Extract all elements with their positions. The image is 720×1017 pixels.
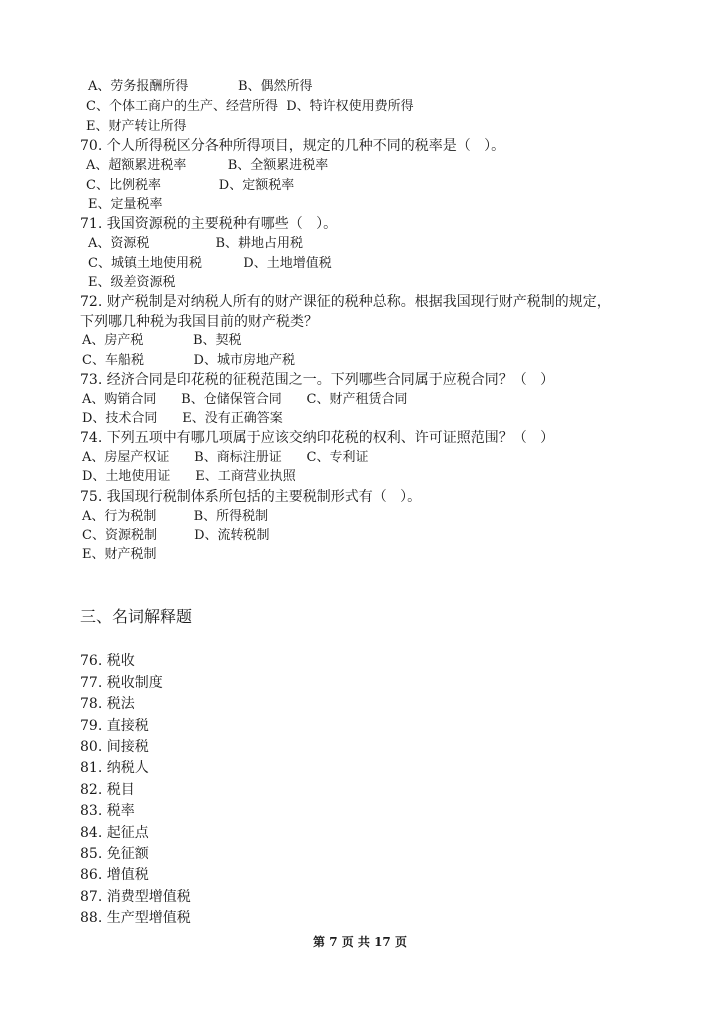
section-title: 三、名词解释题 [80,607,193,626]
option-line: E、财产转让所得 [86,119,187,134]
term-item: 83. 税率 [80,803,135,819]
term-item: 85. 免征额 [80,846,149,862]
term-item: 81. 纳税人 [80,760,149,776]
option-line: A、资源税 B、耕地占用税 [88,236,304,251]
term-item: 78. 税法 [80,696,135,712]
term-item: 80. 间接税 [80,739,149,755]
option-line: E、财产税制 [82,547,157,562]
question-line: 71. 我国资源税的主要税种有哪些（ ）。 [80,216,338,232]
option-line: A、超额累进税率 B、全额累进税率 [86,158,329,173]
option-line: A、房屋产权证 B、商标注册证 C、专利证 [82,450,369,465]
term-item: 77. 税收制度 [80,675,163,691]
option-line: A、房产税 B、契税 [82,333,242,348]
option-line: C、比例税率 D、定额税率 [86,178,295,193]
term-item: 86. 增值税 [80,867,149,883]
option-line: D、技术合同 E、没有正确答案 [82,411,283,426]
option-line: A、购销合同 B、仓储保管合同 C、财产租赁合同 [82,392,408,407]
question-line: 72. 财产税制是对纳税人所有的财产课征的税种总称。根据我国现行财产税制的规定， [80,294,611,310]
term-item: 84. 起征点 [80,825,149,841]
page-footer: 第 7 页 共 17 页 [313,935,407,949]
option-line: C、个体工商户的生产、经营所得 D、特许权使用费所得 [86,99,414,114]
option-line: C、资源税制 D、流转税制 [82,528,270,543]
term-item: 82. 税目 [80,782,135,798]
option-line: A、劳务报酬所得 B、偶然所得 [88,79,313,94]
term-item: 76. 税收 [80,653,135,669]
term-item: 87. 消费型增值税 [80,889,191,905]
question-line: 70. 个人所得税区分各种所得项目，规定的几种不同的税率是（ ）。 [80,138,506,154]
option-line: A、行为税制 B、所得税制 [82,509,269,524]
option-line: C、城镇土地使用税 D、土地增值税 [88,256,332,271]
option-line: C、车船税 D、城市房地产税 [82,353,295,368]
option-line: E、定量税率 [88,197,163,212]
question-line: 75. 我国现行税制体系所包括的主要税制形式有（ ）。 [80,489,422,505]
term-item: 88. 生产型增值税 [80,910,191,926]
question-line: 下列哪几种税为我国目前的财产税类？ [80,314,318,330]
term-item: 79. 直接税 [80,718,149,734]
question-line: 74. 下列五项中有哪几项属于应该交纳印花税的权利、许可证照范围？（ ） [80,430,555,446]
option-line: D、土地使用证 E、工商营业执照 [82,469,296,484]
question-line: 73. 经济合同是印花税的征税范围之一。下列哪些合同属于应税合同？（ ） [80,372,555,388]
option-line: E、级差资源税 [88,275,176,290]
